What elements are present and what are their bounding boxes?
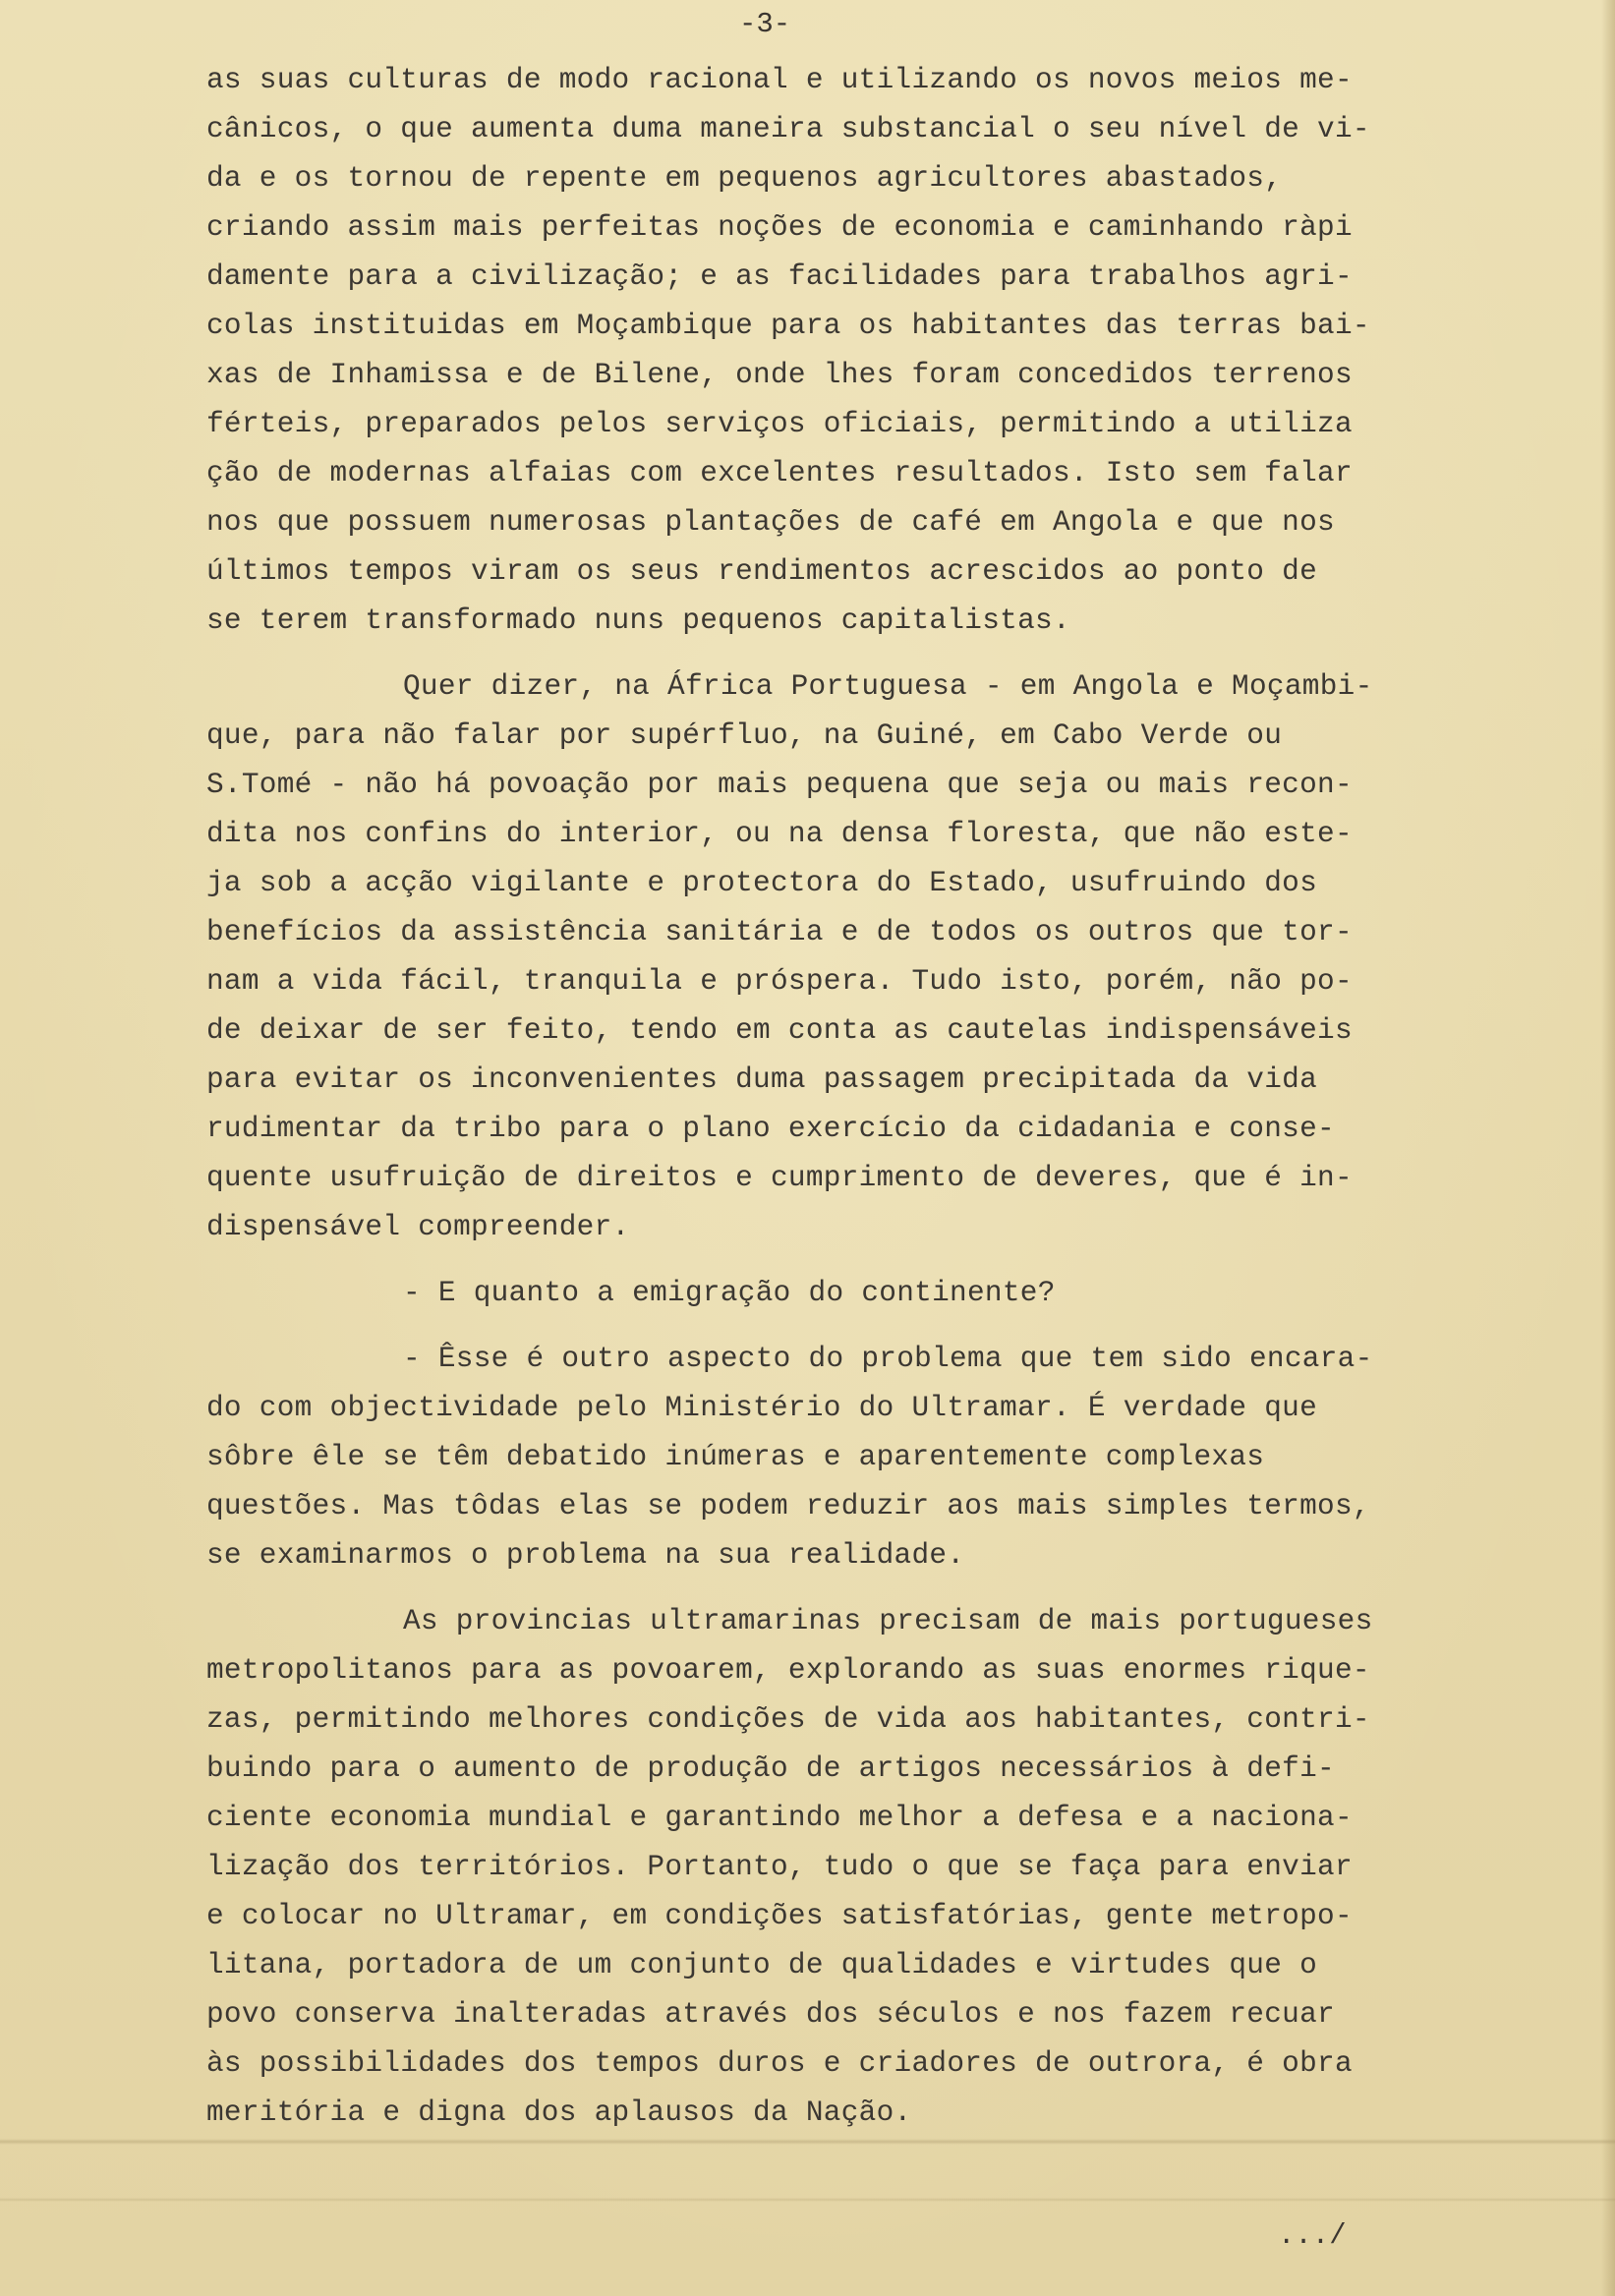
text-line: Quer dizer, na África Portuguesa - em Angola e Moçambi- xyxy=(403,670,1373,703)
text-line: As provincias ultramarinas precisam de mais portugueses xyxy=(403,1605,1373,1637)
continuation-mark: .../ xyxy=(1278,2219,1347,2252)
text-line: nos que possuem numerosas plantações de café em Angola e que nos xyxy=(206,506,1335,539)
text-line: últimos tempos viram os seus rendimentos acrescidos ao ponto de xyxy=(206,555,1318,588)
text-line: se examinarmos o problema na sua realidade. xyxy=(206,1539,965,1572)
text-line: lização dos territórios. Portanto, tudo o que se faça para enviar xyxy=(206,1851,1353,1883)
text-line: litana, portadora de um conjunto de qualidades e virtudes que o xyxy=(206,1949,1318,1981)
text-line: cânicos, o que aumenta duma maneira substancial o seu nível de vi- xyxy=(206,113,1370,145)
text-line: criando assim mais perfeitas noções de economia e caminhando ràpi xyxy=(206,211,1353,244)
text-line: da e os tornou de repente em pequenos agricultores abastados, xyxy=(206,162,1283,195)
text-line: às possibilidades dos tempos duros e criadores de outrora, é obra xyxy=(206,2047,1353,2080)
paragraph xyxy=(206,1597,1489,2138)
text-line: quente usufruição de direitos e cumprimento de deveres, que é in- xyxy=(206,1162,1353,1194)
text-line: sôbre êle se têm debatido inúmeras e aparentemente complexas xyxy=(206,1441,1265,1473)
page-edge-shadow xyxy=(1601,0,1615,2296)
text-line: dita nos confins do interior, ou na densa floresta, que não este- xyxy=(206,818,1353,850)
text-line: buindo para o aumento de produção de artigos necessários à defi- xyxy=(206,1752,1335,1785)
text-line: colas instituidas em Moçambique para os habitantes das terras bai- xyxy=(206,310,1370,342)
continuation-dots: ... xyxy=(1278,2219,1330,2252)
text-line: xas de Inhamissa e de Bilene, onde lhes foram concedidos terrenos xyxy=(206,359,1353,391)
text-line: férteis, preparados pelos serviços oficiais, permitindo a utiliza xyxy=(206,408,1353,440)
text-line: que, para não falar por supérfluo, na Guiné, em Cabo Verde ou xyxy=(206,719,1283,752)
interview-answer xyxy=(206,1335,1489,1580)
text-line: de deixar de ser feito, tendo em conta as cautelas indispensáveis xyxy=(206,1014,1353,1047)
text-line: S.Tomé - não há povoação por mais pequena que seja ou mais recon- xyxy=(206,769,1353,801)
text-line: se terem transformado nuns pequenos capitalistas. xyxy=(206,604,1070,637)
text-line: as suas culturas de modo racional e utilizando os novos meios me- xyxy=(206,64,1353,96)
text-line: damente para a civilização; e as facilidades para trabalhos agri- xyxy=(206,260,1353,293)
text-line: nam a vida fácil, tranquila e próspera. Tudo isto, porém, não po- xyxy=(206,965,1353,998)
text-line: do com objectividade pelo Ministério do Ultramar. É verdade que xyxy=(206,1392,1318,1424)
text-line: ja sob a acção vigilante e protectora do Estado, usufruindo dos xyxy=(206,867,1318,899)
text-line: rudimentar da tribo para o plano exercício da cidadania e conse- xyxy=(206,1113,1335,1145)
text-line: dispensável compreender. xyxy=(206,1211,630,1243)
text-line: questões. Mas tôdas elas se podem reduzir aos mais simples termos, xyxy=(206,1490,1370,1522)
paper-fold-line xyxy=(0,2198,1615,2202)
text-line: para evitar os inconvenientes duma passagem precipitada da vida xyxy=(206,1063,1318,1096)
paragraph xyxy=(206,662,1489,1252)
text-line: - E quanto a emigração do continente? xyxy=(403,1277,1056,1309)
paragraph xyxy=(206,56,1489,646)
text-line: zas, permitindo melhores condições de vida aos habitantes, contri- xyxy=(206,1703,1370,1736)
text-line: benefícios da assistência sanitária e de todos os outros que tor- xyxy=(206,916,1353,948)
typed-body-text xyxy=(206,56,1489,2154)
text-line: e colocar no Ultramar, em condições satisfatórias, gente metropo- xyxy=(206,1900,1353,1932)
page-number: -3- xyxy=(739,8,791,40)
text-line: ção de modernas alfaias com excelentes resultados. Isto sem falar xyxy=(206,457,1353,489)
text-line: metropolitanos para as povoarem, explorando as suas enormes rique- xyxy=(206,1654,1370,1687)
interview-question xyxy=(206,1269,1489,1318)
text-line: - Êsse é outro aspecto do problema que tem sido encara- xyxy=(403,1343,1373,1375)
text-line: ciente economia mundial e garantindo melhor a defesa e a naciona- xyxy=(206,1802,1353,1834)
text-line: povo conserva inalteradas através dos séculos e nos fazem recuar xyxy=(206,1998,1335,2031)
text-line: meritória e digna dos aplausos da Nação. xyxy=(206,2096,912,2129)
